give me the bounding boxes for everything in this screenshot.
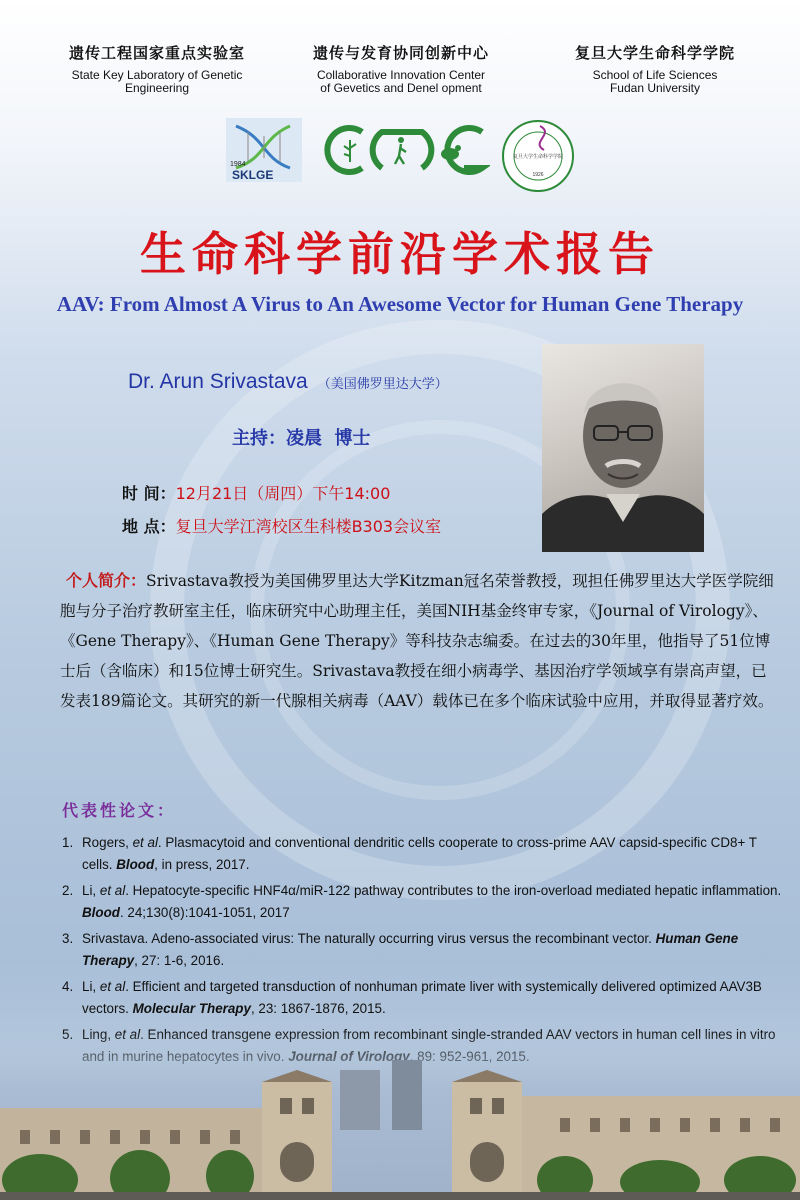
speaker-affiliation: （美国佛罗里达大学） bbox=[317, 377, 448, 392]
pub-authors: Li, bbox=[82, 883, 100, 898]
speaker bbox=[128, 370, 448, 394]
place-value: 复旦大学江湾校区生科楼B303会议室 bbox=[175, 517, 442, 536]
pub-authors: Rogers, bbox=[82, 835, 133, 850]
pub-etal: et al bbox=[99, 979, 126, 994]
pub-citation: , 27: 1-6, 2016. bbox=[134, 952, 225, 968]
cicgd-logo bbox=[312, 118, 490, 182]
pub-citation: , in press, 2017. bbox=[154, 856, 250, 872]
pub-journal: Blood bbox=[82, 904, 120, 920]
pub-etal: et al bbox=[132, 835, 158, 850]
pub-num: 4. bbox=[62, 979, 74, 994]
place-label: 地 点： bbox=[122, 517, 176, 536]
publication-item bbox=[62, 880, 782, 923]
bio-label: 个人简介： bbox=[66, 571, 147, 590]
pub-num: 3. bbox=[62, 931, 74, 946]
institution-en-name: of Gevetics and Denel opment bbox=[320, 81, 482, 95]
time-label: 时 间： bbox=[122, 484, 176, 503]
institution-sklge bbox=[42, 42, 272, 95]
institution-cn-name: 复旦大学生命科学学院 bbox=[574, 44, 735, 62]
biography bbox=[60, 566, 782, 716]
host-name: 凌晨 博士 bbox=[286, 428, 371, 449]
institution-center bbox=[286, 42, 516, 95]
pub-num: 2. bbox=[62, 883, 74, 898]
speaker-photo bbox=[542, 344, 704, 552]
sklge-logo bbox=[226, 118, 302, 182]
svg-text:SKLGE: SKLGE bbox=[232, 168, 274, 182]
pub-etal: et al bbox=[99, 883, 126, 898]
institution-fudan bbox=[540, 42, 770, 95]
pub-title: . Efficient and targeted transduction of nonhuman primate liver with systemically delivered optimized AAV3B vectors. bbox=[82, 979, 762, 1016]
publication-item bbox=[62, 976, 782, 1019]
publications-heading: 代表性论文： bbox=[62, 801, 177, 820]
publication-item bbox=[62, 928, 782, 971]
pub-citation: . 24;130(8):1041-1051, 2017 bbox=[119, 904, 290, 920]
pub-num: 1. bbox=[62, 835, 74, 850]
pub-journal: Human Gene Therapy bbox=[82, 931, 739, 968]
time-row bbox=[122, 481, 390, 504]
place-row bbox=[122, 514, 441, 537]
institution-en-name: Engineering bbox=[124, 81, 190, 95]
pub-citation: , 23: 1867-1876, 2015. bbox=[250, 1000, 386, 1016]
pub-title: . Plasmacytoid and conventional dendritic cells cooperate to cross-prime AAV capsid-specific CD8+ T cells. bbox=[82, 835, 757, 872]
host bbox=[232, 424, 371, 450]
speaker-name: Dr. Arun Srivastava bbox=[128, 370, 308, 393]
pub-journal: Molecular Therapy bbox=[132, 1000, 251, 1016]
institution-en-name: State Key Laboratory of Genetic bbox=[71, 68, 243, 82]
publication-item bbox=[62, 832, 782, 875]
institution-en-name: Fudan University bbox=[609, 81, 701, 95]
time-value: 12月21日（周四）下午14:00 bbox=[175, 484, 391, 503]
pub-authors: Li, bbox=[82, 979, 100, 994]
institution-en-name: Collaborative Innovation Center bbox=[316, 68, 486, 82]
institution-cn-name: 遗传工程国家重点实验室 bbox=[68, 44, 245, 62]
fudan-life-science-logo bbox=[500, 118, 576, 194]
svg-text:1926: 1926 bbox=[532, 172, 544, 178]
pub-authors: Srivastava. Adeno-associated virus: The naturally occurring virus versus the recombinant vector. bbox=[82, 931, 656, 946]
campus-photo bbox=[0, 1030, 800, 1200]
page-title: 生命科学前沿学术报告 bbox=[140, 227, 660, 281]
svg-text:复旦大学生命科学学院: 复旦大学生命科学学院 bbox=[512, 154, 564, 160]
host-label: 主持： bbox=[232, 428, 286, 449]
institution-cn-name: 遗传与发育协同创新中心 bbox=[312, 44, 489, 62]
institution-en-name: School of Life Sciences bbox=[592, 68, 718, 82]
pub-journal: Blood bbox=[116, 856, 155, 872]
pub-title: . Hepatocyte-specific HNF4α/miR-122 pathway contributes to the iron-overload mediated hepatic inflammation. bbox=[125, 883, 782, 898]
talk-title: AAV: From Almost A Virus to An Awesome Vector for Human Gene Therapy bbox=[56, 292, 744, 316]
institutions-header bbox=[0, 42, 800, 102]
bio-text: Srivastava教授为美国佛罗里达大学Kitzman冠名荣誉教授，现担任佛罗里达大学医学院细胞与分子治疗教研室主任，临床研究中心助理主任，美国NIH基金终审专家，《Journal of Virology》、《Gene Therapy》、《Human Gene Therapy》等科技杂志编委。在过去的30年里，他指导了51位博士后（含临床）和15位博士研究生。Srivastava教授在细小病毒学、基因治疗学领域享有崇高声望，已发表189篇论文。其研究的新一代腺相关病毒（AAV）载体已在多个临床试验中应用，并取得显著疗效。 bbox=[60, 572, 774, 710]
svg-text:1984: 1984 bbox=[230, 161, 246, 168]
